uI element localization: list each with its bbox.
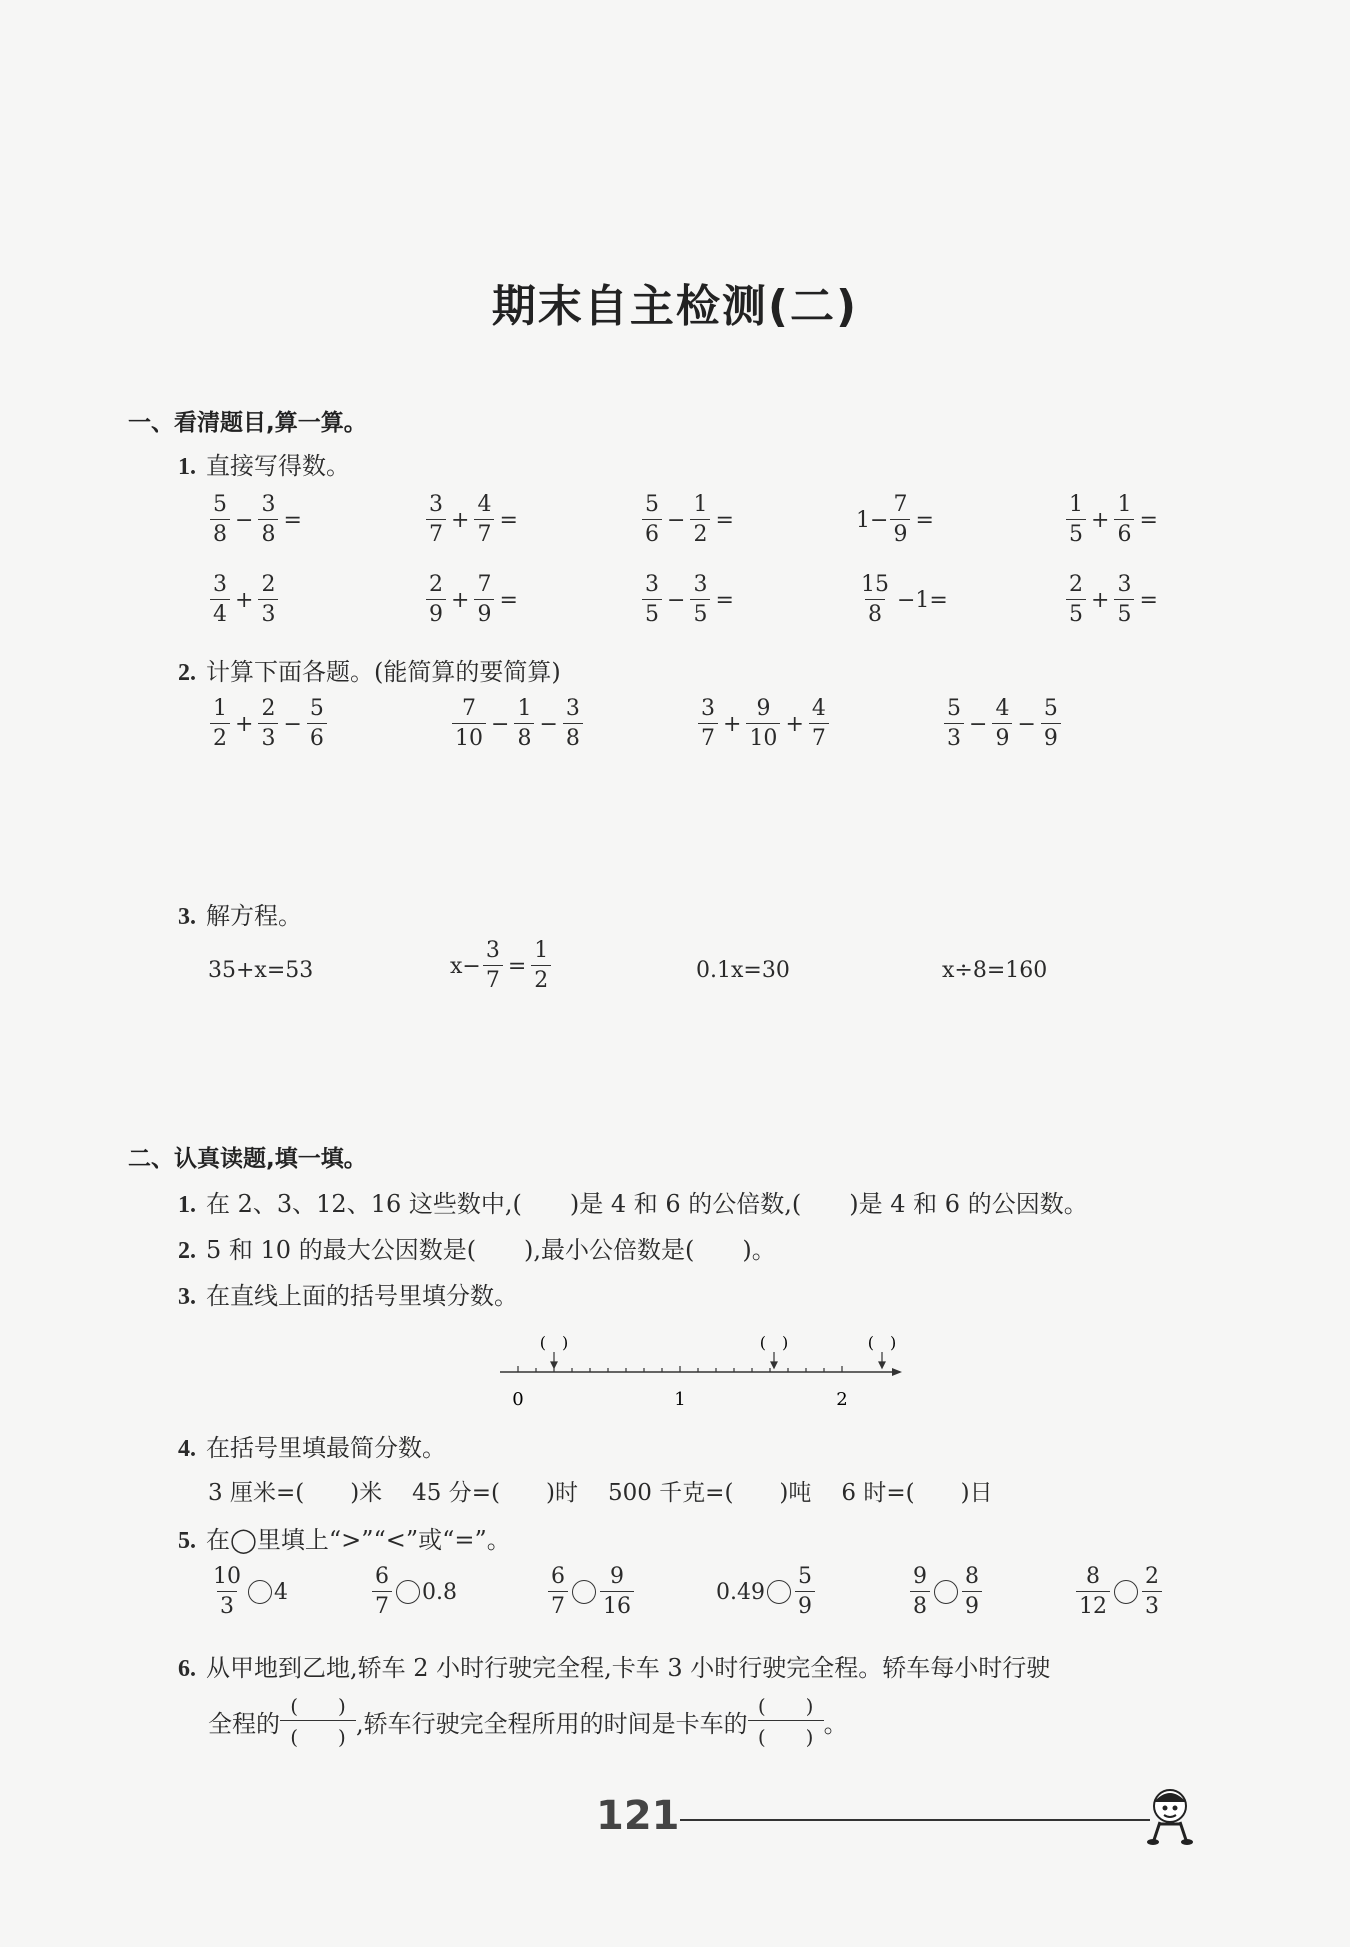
- page-number: 121: [596, 1793, 680, 1839]
- page-title: 期末自主检测(二): [491, 281, 859, 332]
- compare-1: 10 3 4: [213, 1564, 288, 1619]
- nl-bracket-2: ( ): [759, 1333, 789, 1352]
- s1-q2: 2. 计算下面各题。(能简算的要简算): [178, 658, 561, 686]
- compare-circle[interactable]: [248, 1580, 272, 1604]
- s2-q6-line2: 全程的 ( ) ( ) ,轿车行驶完全程所用的时间是卡车的 ( ) ( ) 。: [208, 1694, 848, 1749]
- expr-r2-3: 3 5 − $\frac{3}{5}$ =: [640, 574, 737, 626]
- nl-label-2: 2: [836, 1389, 848, 1410]
- nl-label-0: 0: [512, 1389, 524, 1410]
- compare-circle[interactable]: [396, 1580, 420, 1604]
- expr-r1-2: 3 7 + $\frac{4}{7}$ =: [424, 494, 521, 546]
- expr-r1-5: 1 5 + $\frac{1}{6}$ =: [1064, 494, 1161, 546]
- number-line: [490, 1330, 920, 1410]
- s2-q1: 1. 在 2、3、12、16 这些数中,( )是 4 和 6 的公倍数,( )是 4 和 6 的公因数。: [178, 1190, 1088, 1218]
- blank-fraction-2[interactable]: ( ) ( ): [748, 1696, 824, 1747]
- expr-r2-4: 15 8 −1=: [861, 572, 948, 627]
- s2-q2: 2. 5 和 10 的最大公因数是( ),最小公倍数是( )。: [178, 1236, 776, 1264]
- expr-q2-3: 3 7 + $\frac{9}{10}$ + $\frac{4}{7}$: [696, 698, 831, 750]
- compare-3: 6 7 9 16: [546, 1566, 636, 1618]
- compare-6: 8 12 2 3: [1074, 1566, 1164, 1618]
- expr-r2-1: 3 4 + $\frac{2}{3}$: [208, 574, 280, 626]
- expr-r2-5: 2 5 + $\frac{3}{5}$ =: [1064, 574, 1161, 626]
- equation-4: x÷8=160: [942, 958, 1048, 983]
- compare-4: 0.49 5 9: [716, 1566, 817, 1618]
- expr-r1-1: 5 8 − $\frac{3}{8}$ =: [208, 494, 305, 546]
- blank-fraction-1[interactable]: ( ) ( ): [280, 1696, 356, 1747]
- equation-1: 35+x=53: [208, 958, 314, 983]
- s2-q4-items: 3 厘米=( )米 45 分=( )时 500 千克=( )吨 6 时=( )日: [208, 1480, 993, 1506]
- s2-q5: 5. 在◯里填上“>”“<”或“=”。: [178, 1526, 511, 1554]
- s2-q3: 3. 在直线上面的括号里填分数。: [178, 1282, 518, 1310]
- compare-circle[interactable]: [1114, 1580, 1138, 1604]
- expr-q2-2: 7 10 − $\frac{1}{8}$ − $\frac{3}{8}$: [450, 698, 585, 750]
- expr-r1-4: 1− $\frac{7}{9}$ =: [856, 492, 934, 547]
- compare-5: 9 8 8 9: [908, 1566, 984, 1618]
- section2-heading: 二、认真读题,填一填。: [128, 1146, 367, 1172]
- nl-label-1: 1: [674, 1389, 686, 1410]
- mascot-icon: [1138, 1780, 1208, 1850]
- nl-bracket-3: ( ): [867, 1333, 897, 1352]
- s1-q3: 3. 解方程。: [178, 902, 302, 930]
- compare-circle[interactable]: [934, 1580, 958, 1604]
- expr-r1-3: 5 6 − $\frac{1}{2}$ =: [640, 494, 737, 546]
- expr-q2-1: 1 2 + $\frac{2}{3}$ − $\frac{5}{6}$: [208, 698, 329, 750]
- s2-q4: 4. 在括号里填最简分数。: [178, 1434, 446, 1462]
- compare-circle[interactable]: [572, 1580, 596, 1604]
- footer-rule: [680, 1819, 1150, 1821]
- s1-q1: 1. 直接写得数。: [178, 452, 350, 480]
- compare-2: 6 7 0.8: [370, 1566, 457, 1618]
- equation-2: x− $\frac{3}{7}$ = $\frac{1}{2}$: [450, 940, 553, 992]
- expr-q2-4: 5 3 − $\frac{4}{9}$ − $\frac{5}{9}$: [942, 698, 1063, 750]
- compare-circle[interactable]: [767, 1580, 791, 1604]
- s2-q6: 6. 从甲地到乙地,轿车 2 小时行驶完全程,卡车 3 小时行驶完全程。轿车每小时行驶: [178, 1654, 1051, 1682]
- expr-r2-2: 2 9 + $\frac{7}{9}$ =: [424, 574, 521, 626]
- nl-bracket-1: ( ): [539, 1333, 569, 1352]
- equation-3: 0.1x=30: [696, 958, 790, 983]
- section1-heading: 一、看清题目,算一算。: [128, 410, 367, 436]
